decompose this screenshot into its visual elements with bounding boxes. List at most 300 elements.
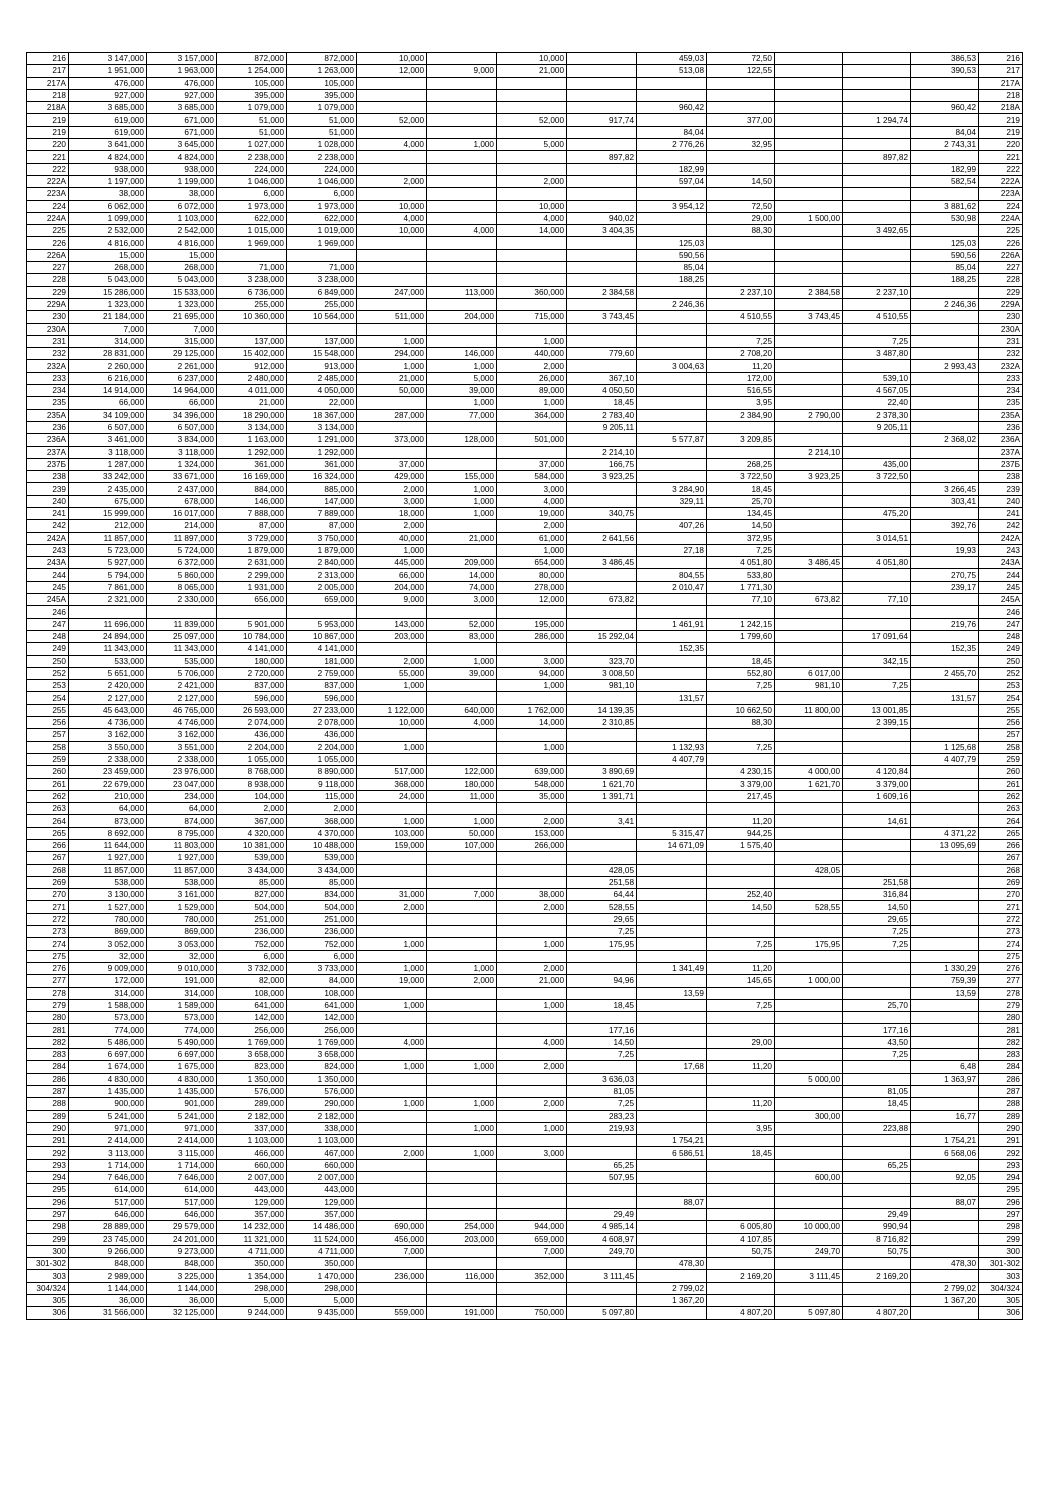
table-cell: 780,000 [147, 913, 217, 925]
table-cell: 2,000 [497, 520, 567, 532]
table-cell: 1,000 [427, 483, 497, 495]
table-cell: 2 169,20 [843, 1270, 911, 1282]
table-cell: 1,000 [357, 1098, 427, 1110]
table-cell: 61,000 [497, 532, 567, 544]
table-cell: 824,000 [287, 1061, 357, 1073]
table-cell: 92,05 [911, 1172, 979, 1184]
table-cell: 263 [27, 803, 69, 815]
table-cell: 1,000 [357, 938, 427, 950]
table-cell [357, 803, 427, 815]
table-cell [567, 520, 637, 532]
table-cell: 2,000 [217, 803, 287, 815]
table-cell [707, 421, 775, 433]
table-cell: 40,000 [357, 532, 427, 544]
table-cell: 622,000 [217, 212, 287, 224]
table-cell: 245A [27, 594, 69, 606]
table-cell: 236,000 [217, 926, 287, 938]
table-cell [357, 1122, 427, 1134]
table-cell: 5 486,000 [69, 1036, 147, 1048]
table-cell: 656,000 [217, 594, 287, 606]
table-cell [147, 606, 217, 618]
table-row [27, 1049, 1023, 1061]
table-cell: 3 111,45 [775, 1270, 843, 1282]
table-cell: 32 125,000 [147, 1307, 217, 1319]
table-cell [497, 1258, 567, 1270]
table-cell [637, 1233, 707, 1245]
table-cell: 2 078,000 [287, 717, 357, 729]
table-cell: 1 287,000 [69, 458, 147, 470]
table-cell [427, 680, 497, 692]
table-row [27, 409, 1023, 421]
table-cell: 222 [27, 163, 69, 175]
table-cell [911, 606, 979, 618]
table-cell [497, 1159, 567, 1171]
table-row [27, 139, 1023, 151]
table-cell: 4,000 [497, 495, 567, 507]
table-cell: 2 437,000 [147, 483, 217, 495]
table-cell: 243 [27, 544, 69, 556]
table-cell: 65,25 [567, 1159, 637, 1171]
table-cell [357, 89, 427, 101]
table-cell: 247 [27, 618, 69, 630]
table-row [27, 1270, 1023, 1282]
table-cell: 1 103,000 [217, 1135, 287, 1147]
table-cell: 72,50 [707, 200, 775, 212]
table-cell [637, 889, 707, 901]
table-cell: 278 [27, 987, 69, 999]
table-cell: 64,000 [69, 803, 147, 815]
table-row [27, 1184, 1023, 1196]
table-cell [911, 1221, 979, 1233]
table-cell: 3 645,000 [147, 139, 217, 151]
table-cell: 280 [979, 1012, 1023, 1024]
table-cell: 407,26 [637, 520, 707, 532]
table-cell: 4 107,85 [707, 1233, 775, 1245]
table-cell [427, 163, 497, 175]
table-cell: 501,000 [497, 434, 567, 446]
table-cell: 270 [27, 889, 69, 901]
table-cell [497, 987, 567, 999]
table-cell [357, 1294, 427, 1306]
table-cell: 1 125,68 [911, 741, 979, 753]
table-cell: 1 099,000 [69, 212, 147, 224]
table-cell: 2 299,000 [217, 569, 287, 581]
table-cell: 1 103,000 [287, 1135, 357, 1147]
table-cell: 3 551,000 [147, 741, 217, 753]
table-cell [707, 102, 775, 114]
table-cell: 10 784,000 [217, 630, 287, 642]
table-cell [843, 643, 911, 655]
table-cell: 9 010,000 [147, 962, 217, 974]
table-cell: 659,000 [497, 1233, 567, 1245]
table-cell [427, 692, 497, 704]
table-cell: 87,000 [287, 520, 357, 532]
table-row [27, 1258, 1023, 1270]
table-cell: 4 608,97 [567, 1233, 637, 1245]
table-cell: 13 001,85 [843, 704, 911, 716]
table-cell: 249 [27, 643, 69, 655]
table-cell [427, 1110, 497, 1122]
table-cell [497, 950, 567, 962]
table-cell [843, 741, 911, 753]
table-cell [775, 1036, 843, 1048]
table-cell: 105,000 [287, 77, 357, 89]
table-cell: 275 [979, 950, 1023, 962]
table-cell: 4,000 [427, 717, 497, 729]
table-cell: 209,000 [427, 557, 497, 569]
table-cell [637, 655, 707, 667]
table-cell [427, 175, 497, 187]
table-cell: 7,000 [69, 323, 147, 335]
table-cell [567, 200, 637, 212]
table-cell [775, 1233, 843, 1245]
table-cell: 804,55 [637, 569, 707, 581]
table-cell [357, 1135, 427, 1147]
table-cell [427, 114, 497, 126]
table-cell [427, 249, 497, 261]
table-cell: 304/324 [979, 1282, 1023, 1294]
table-cell [775, 151, 843, 163]
table-cell [911, 1098, 979, 1110]
table-cell: 11 644,000 [69, 840, 147, 852]
table-cell: 3 743,45 [775, 311, 843, 323]
table-cell [637, 778, 707, 790]
table-cell [497, 606, 567, 618]
table-cell: 9 205,11 [567, 421, 637, 433]
table-cell: 50,75 [843, 1245, 911, 1257]
table-cell: 4 807,20 [843, 1307, 911, 1319]
table-cell [707, 188, 775, 200]
table-row [27, 815, 1023, 827]
table-cell [637, 471, 707, 483]
table-cell: 291 [979, 1135, 1023, 1147]
table-cell: 299 [27, 1233, 69, 1245]
table-cell [911, 1049, 979, 1061]
table-cell: 271 [27, 901, 69, 913]
table-cell [427, 606, 497, 618]
table-cell: 175,95 [567, 938, 637, 950]
table-cell: 221 [27, 151, 69, 163]
table-cell: 289,000 [217, 1098, 287, 1110]
table-cell [357, 950, 427, 962]
table-cell: 29,65 [567, 913, 637, 925]
table-cell: 6 697,000 [147, 1049, 217, 1061]
table-cell: 11,20 [707, 815, 775, 827]
table-cell: 237Б [27, 458, 69, 470]
table-cell: 3 134,000 [287, 421, 357, 433]
table-cell: 386,53 [911, 53, 979, 65]
table-cell: 217A [979, 77, 1023, 89]
table-cell [775, 1294, 843, 1306]
table-row [27, 975, 1023, 987]
table-cell [357, 1110, 427, 1122]
table-cell: 1,000 [427, 139, 497, 151]
table-cell: 23 459,000 [69, 766, 147, 778]
table-cell: 21,000 [497, 975, 567, 987]
table-cell [567, 1196, 637, 1208]
table-cell [911, 471, 979, 483]
table-cell: 241 [27, 507, 69, 519]
table-cell: 3,95 [707, 397, 775, 409]
table-cell: 981,10 [567, 680, 637, 692]
table-cell [357, 163, 427, 175]
table-cell: 270 [979, 889, 1023, 901]
table-cell: 4 120,84 [843, 766, 911, 778]
table-cell: 108,000 [217, 987, 287, 999]
table-cell: 1 015,000 [217, 225, 287, 237]
table-cell: 233 [27, 372, 69, 384]
table-cell: 917,74 [567, 114, 637, 126]
table-cell [911, 594, 979, 606]
table-cell: 1 470,000 [287, 1270, 357, 1282]
table-cell: 113,000 [427, 286, 497, 298]
table-cell [775, 692, 843, 704]
table-cell [843, 1184, 911, 1196]
table-cell: 14,000 [497, 225, 567, 237]
table-cell [497, 643, 567, 655]
table-cell [775, 790, 843, 802]
table-row [27, 126, 1023, 138]
table-cell: 131,57 [911, 692, 979, 704]
table-cell [707, 323, 775, 335]
table-cell: 142,000 [287, 1012, 357, 1024]
table-cell [775, 889, 843, 901]
table-cell: 255 [979, 704, 1023, 716]
table-cell: 225 [27, 225, 69, 237]
table-cell: 6 568,06 [911, 1147, 979, 1159]
table-cell: 1,000 [427, 1061, 497, 1073]
table-cell: 4 824,000 [147, 151, 217, 163]
table-cell [427, 999, 497, 1011]
table-cell: 210,000 [69, 790, 147, 802]
table-cell [427, 458, 497, 470]
table-cell: 11 897,000 [147, 532, 217, 544]
table-cell [497, 864, 567, 876]
table-cell [497, 126, 567, 138]
table-cell [843, 753, 911, 765]
table-cell: 582,54 [911, 175, 979, 187]
table-cell: 340,75 [567, 507, 637, 519]
table-cell [843, 274, 911, 286]
table-cell: 2 204,000 [217, 741, 287, 753]
table-cell: 305 [27, 1294, 69, 1306]
table-cell: 1,000 [427, 1098, 497, 1110]
table-cell: 143,000 [357, 618, 427, 630]
table-cell: 3 641,000 [69, 139, 147, 151]
table-cell: 64,44 [567, 889, 637, 901]
table-cell [427, 1208, 497, 1220]
table-cell: 34 396,000 [147, 409, 217, 421]
table-cell: 3 134,000 [217, 421, 287, 433]
table-cell [357, 1024, 427, 1036]
table-cell: 259 [979, 753, 1023, 765]
table-cell: 2 759,000 [287, 667, 357, 679]
table-cell: 238 [979, 471, 1023, 483]
table-cell: 9 244,000 [217, 1307, 287, 1319]
table-cell [567, 840, 637, 852]
table-cell [843, 1110, 911, 1122]
table-cell: 17 091,64 [843, 630, 911, 642]
table-cell: 538,000 [69, 876, 147, 888]
table-cell [567, 827, 637, 839]
table-cell: 10 867,000 [287, 630, 357, 642]
table-cell: 1 199,000 [147, 175, 217, 187]
table-cell [567, 163, 637, 175]
table-cell: 6,48 [911, 1061, 979, 1073]
table-cell: 294,000 [357, 348, 427, 360]
table-cell [911, 717, 979, 729]
table-cell: 298 [27, 1221, 69, 1233]
table-cell [775, 1012, 843, 1024]
table-cell: 1 500,00 [775, 212, 843, 224]
table-cell [567, 262, 637, 274]
table-cell [637, 1024, 707, 1036]
table-row [27, 1196, 1023, 1208]
table-cell [775, 1208, 843, 1220]
table-cell: 927,000 [69, 89, 147, 101]
table-cell: 10,000 [357, 53, 427, 65]
table-cell: 85,000 [217, 876, 287, 888]
table-row [27, 827, 1023, 839]
table-cell: 18,45 [567, 397, 637, 409]
table-cell [775, 77, 843, 89]
table-cell [775, 348, 843, 360]
table-cell: 2 420,000 [69, 680, 147, 692]
table-cell [567, 1294, 637, 1306]
table-cell [357, 1258, 427, 1270]
table-cell: 245 [27, 581, 69, 593]
table-cell [637, 790, 707, 802]
table-cell: 3,000 [497, 483, 567, 495]
table-cell: 265 [979, 827, 1023, 839]
table-cell: 26 593,000 [217, 704, 287, 716]
table-row [27, 717, 1023, 729]
table-cell: 18,45 [707, 483, 775, 495]
table-cell: 1,000 [357, 815, 427, 827]
table-cell: 9 205,11 [843, 421, 911, 433]
table-cell: 256,000 [217, 1024, 287, 1036]
table-cell: 279 [979, 999, 1023, 1011]
table-cell [911, 323, 979, 335]
table-cell: 690,000 [357, 1221, 427, 1233]
table-cell [217, 323, 287, 335]
table-cell: 237A [979, 446, 1023, 458]
table-row [27, 680, 1023, 692]
table-cell: 284 [979, 1061, 1023, 1073]
table-cell [637, 458, 707, 470]
table-cell: 261 [27, 778, 69, 790]
table-cell [567, 692, 637, 704]
table-row [27, 606, 1023, 618]
table-row [27, 1147, 1023, 1159]
table-cell: 224A [979, 212, 1023, 224]
table-cell [843, 1282, 911, 1294]
table-cell [707, 1282, 775, 1294]
table-row [27, 729, 1023, 741]
table-cell [911, 999, 979, 1011]
table-cell: 874,000 [147, 815, 217, 827]
table-cell [427, 852, 497, 864]
table-cell [911, 335, 979, 347]
table-cell: 29 579,000 [147, 1221, 217, 1233]
table-cell: 2,000 [357, 483, 427, 495]
table-cell: 18,000 [357, 507, 427, 519]
table-cell: 6 017,00 [775, 667, 843, 679]
table-cell [637, 901, 707, 913]
table-cell: 87,000 [217, 520, 287, 532]
table-cell: 159,000 [357, 840, 427, 852]
table-cell [775, 717, 843, 729]
table-cell: 1 363,97 [911, 1073, 979, 1085]
table-cell: 2 214,10 [775, 446, 843, 458]
table-cell [427, 1159, 497, 1171]
table-cell: 774,000 [69, 1024, 147, 1036]
table-cell: 223A [979, 188, 1023, 200]
table-cell [911, 655, 979, 667]
table-cell [427, 151, 497, 163]
table-cell: 2 532,000 [69, 225, 147, 237]
table-cell: 368,000 [287, 815, 357, 827]
table-cell: 282 [979, 1036, 1023, 1048]
table-cell: 15 402,000 [217, 348, 287, 360]
table-cell: 4 050,50 [567, 385, 637, 397]
table-cell: 4 230,15 [707, 766, 775, 778]
table-cell: 128,000 [427, 434, 497, 446]
table-cell: 290,000 [287, 1098, 357, 1110]
table-cell: 897,82 [567, 151, 637, 163]
table-row [27, 1208, 1023, 1220]
table-cell [427, 1012, 497, 1024]
table-cell: 235 [979, 397, 1023, 409]
table-cell: 395,000 [287, 89, 357, 101]
table-cell: 641,000 [287, 999, 357, 1011]
table-cell: 6,000 [217, 950, 287, 962]
table-cell [843, 692, 911, 704]
table-cell: 2,000 [497, 962, 567, 974]
table-cell: 246 [27, 606, 69, 618]
table-row [27, 987, 1023, 999]
table-row [27, 249, 1023, 261]
table-row [27, 1294, 1023, 1306]
table-cell: 7,25 [707, 680, 775, 692]
table-cell: 25 097,000 [147, 630, 217, 642]
table-cell [497, 298, 567, 310]
table-cell: 1 973,000 [287, 200, 357, 212]
table-cell: 1,000 [357, 360, 427, 372]
table-cell: 2,000 [497, 901, 567, 913]
table-cell: 1 435,000 [147, 1085, 217, 1097]
table-cell: 15 533,000 [147, 286, 217, 298]
table-cell [427, 237, 497, 249]
table-cell: 4,000 [427, 225, 497, 237]
table-cell: 3 225,000 [147, 1270, 217, 1282]
table-cell: 21,000 [497, 65, 567, 77]
table-cell: 600,00 [775, 1172, 843, 1184]
table-cell: 219,76 [911, 618, 979, 630]
table-cell [497, 803, 567, 815]
table-cell: 2 238,000 [217, 151, 287, 163]
table-cell: 14 232,000 [217, 1221, 287, 1233]
table-cell: 2 127,000 [69, 692, 147, 704]
table-cell: 673,82 [775, 594, 843, 606]
table-cell: 81,05 [567, 1085, 637, 1097]
table-cell: 287,000 [357, 409, 427, 421]
table-cell: 252 [27, 667, 69, 679]
table-cell [497, 1172, 567, 1184]
table-cell: 1 799,60 [707, 630, 775, 642]
table-cell [911, 889, 979, 901]
table-cell: 125,03 [637, 237, 707, 249]
